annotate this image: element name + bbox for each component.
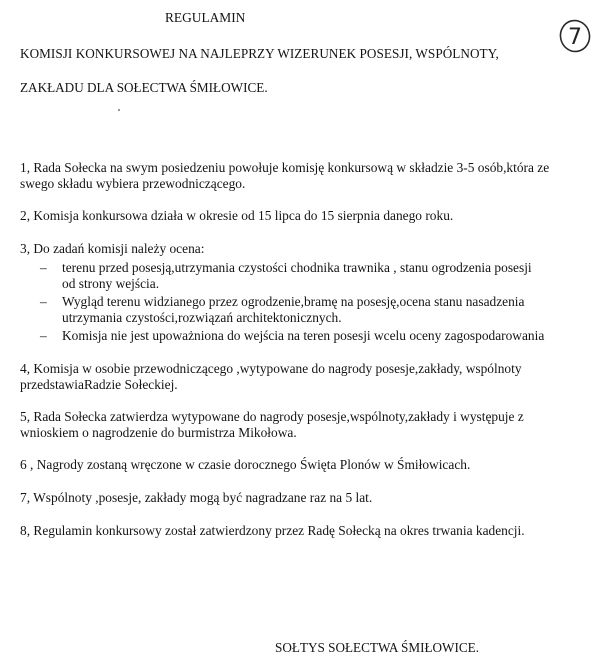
point-3-intro: 3, Do zadań komisji należy ocena: [20, 241, 205, 256]
point-3-bullet-3: Komisja nie jest upoważniona do wejścia na teren posesji wcelu oceny zagospodarowania [62, 328, 545, 343]
point-4-line-2: przedstawiaRadzie Sołeckiej. [20, 377, 178, 392]
point-7: 7, Wspólnoty ,posesje, zakłady mogą być nagradzane raz na 5 lat. [20, 490, 373, 505]
heading-line-1: KOMISJI KONKURSOWEJ NA NAJLEPRZY WIZERUNEK POSESJI, WSPÓLNOTY, [20, 46, 499, 61]
point-6: 6 , Nagrody zostaną wręczone w czasie dorocznego Święta Plonów w Śmiłowicach. [20, 457, 471, 472]
point-3-bullet-2-line-2: utrzymania czystości,rozwiązań architektonicznych. [62, 310, 342, 325]
point-5-line-2: wnioskiem o nagrodzenie do burmistrza Mikołowa. [20, 425, 297, 440]
signature: SOŁTYS SOŁECTWA ŚMIŁOWICE. [275, 640, 480, 655]
point-3-bullet-2-line-1: Wygląd terenu widzianego przez ogrodzenie,bramę na posesję,ocena stanu nasadzenia [62, 294, 525, 309]
heading-line-2: ZAKŁADU DLA SOŁECTWA ŚMIŁOWICE. [20, 80, 268, 95]
point-1-line-2: swego składu wybiera przewodniczącego. [20, 176, 246, 191]
point-3-bullet-1-line-1: terenu przed posesją,utrzymania czystości chodnika trawnika , stanu ogrodzenia posesji [62, 260, 532, 275]
point-1-line-1: 1, Rada Sołecka na swym posiedzeniu powołuje komisję konkursową w składzie 3-5 osób,która ze [20, 160, 550, 175]
page-number-text: 7 [568, 25, 582, 50]
bullet-dash: – [40, 328, 47, 343]
scan-speck [118, 109, 120, 111]
document-title: REGULAMIN [165, 10, 246, 25]
point-8: 8, Regulamin konkursowy został zatwierdzony przez Radę Sołecką na okres trwania kadencji. [20, 523, 525, 538]
point-4-line-1: 4, Komisja w osobie przewodniczącego ,wytypowane do nagrody posesje,zakłady, wspólnoty [20, 361, 522, 376]
circled-page-number [558, 18, 592, 54]
bullet-dash: – [40, 260, 47, 275]
point-5-line-1: 5, Rada Sołecka zatwierdza wytypowane do nagrody posesje,wspólnoty,zakłady i występuje z [20, 409, 524, 424]
point-3-bullet-1-line-2: od strony wejścia. [62, 276, 160, 291]
point-2: 2, Komisja konkursowa działa w okresie od 15 lipca do 15 sierpnia danego roku. [20, 208, 454, 223]
bullet-dash: – [40, 294, 47, 309]
